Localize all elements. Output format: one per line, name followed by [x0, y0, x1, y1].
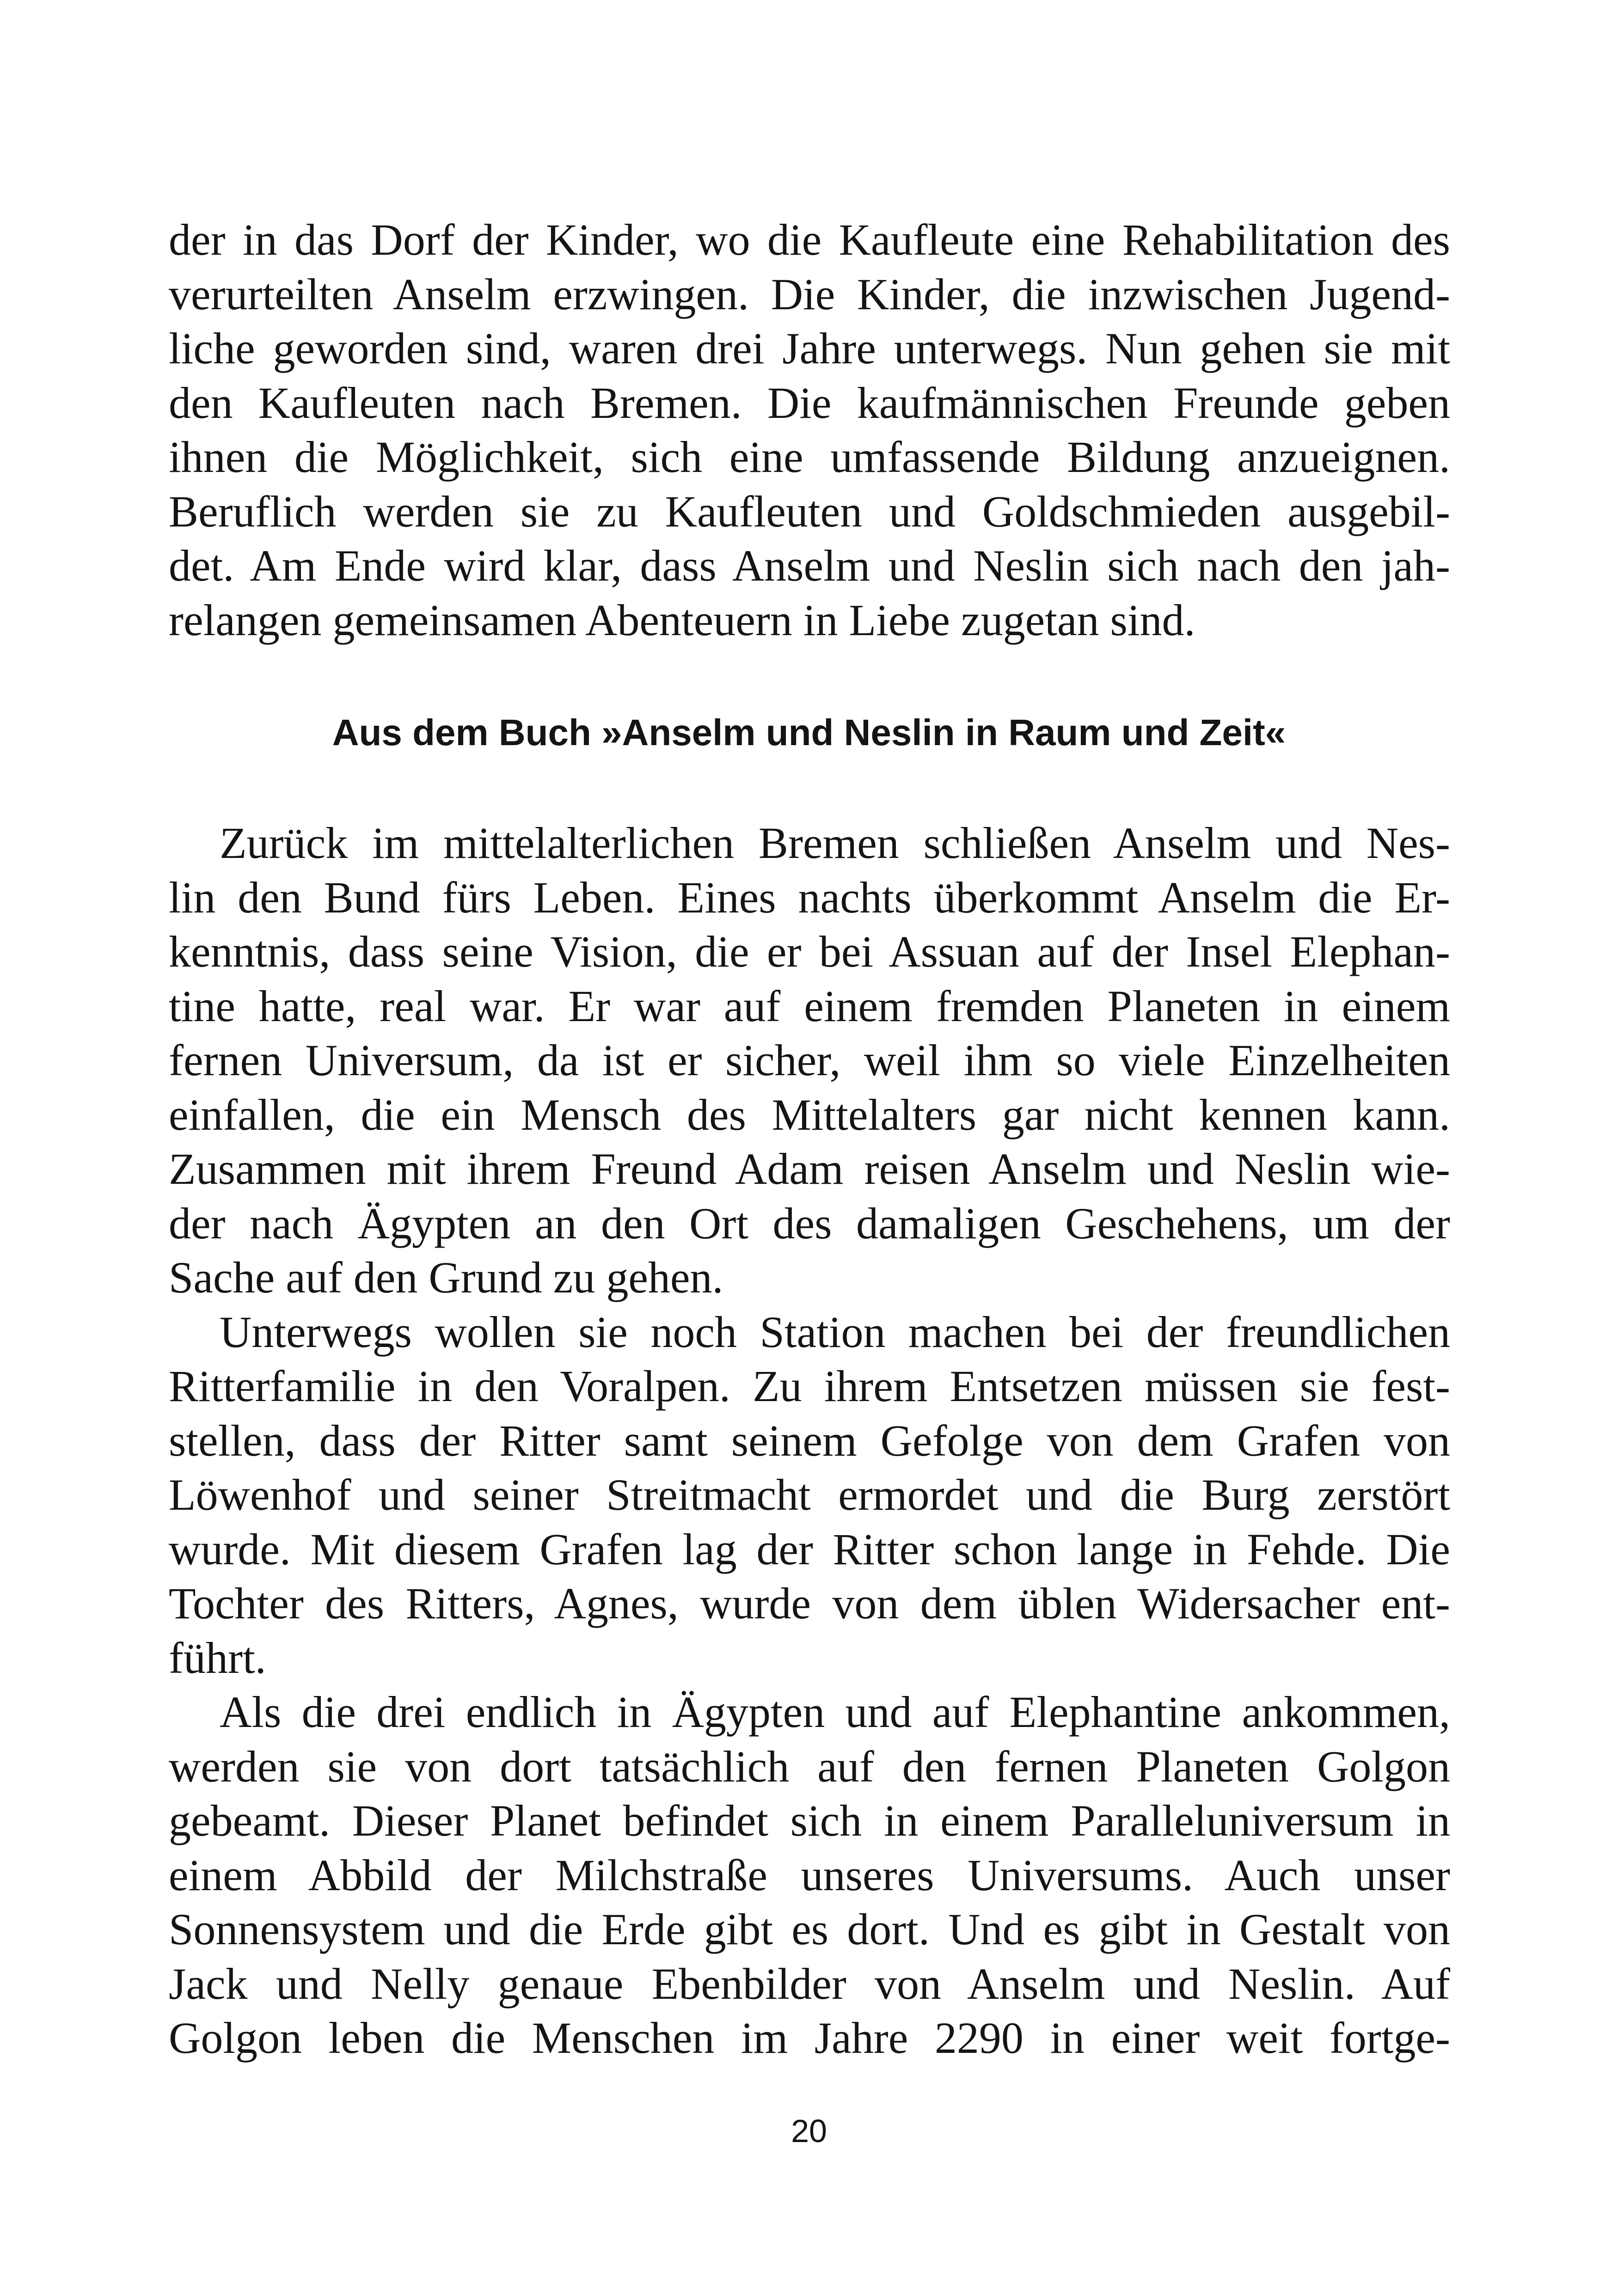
- text-line: der nach Ägypten an den Ort des damaligen Geschehens, um der: [169, 1198, 1450, 1248]
- text-line: det. Am Ende wird klar, dass Anselm und Neslin sich nach den jah-: [169, 541, 1450, 590]
- text-line: gebeamt. Dieser Planet befindet sich in einem Paralleluniversum in: [169, 1796, 1450, 1845]
- text-line: werden sie von dort tatsächlich auf den fernen Planeten Golgon: [169, 1741, 1450, 1791]
- text-line: Zusammen mit ihrem Freund Adam reisen Anselm und Neslin wie-: [169, 1144, 1450, 1194]
- text-line: einem Abbild der Milchstraße unseres Universums. Auch unser: [169, 1850, 1450, 1900]
- text-line: fernen Universum, da ist er sicher, weil ihm so viele Einzelheiten: [169, 1035, 1450, 1085]
- section-heading: Aus dem Buch »Anselm und Neslin in Raum und Zeit«: [332, 712, 1286, 753]
- text-line: Als die drei endlich in Ägypten und auf Elephantine ankommen,: [220, 1687, 1450, 1737]
- text-line: tine hatte, real war. Er war auf einem fremden Planeten in einem: [169, 981, 1450, 1031]
- text-line: den Kaufleuten nach Bremen. Die kaufmännischen Freunde geben: [169, 378, 1450, 428]
- text-line: der in das Dorf der Kinder, wo die Kaufleute eine Rehabilitation des: [169, 215, 1450, 264]
- text-line: ihnen die Möglichkeit, sich eine umfassende Bildung anzueignen.: [169, 432, 1450, 482]
- text-line: Zurück im mittelalterlichen Bremen schließen Anselm und Nes-: [220, 818, 1450, 868]
- text-line: Golgon leben die Menschen im Jahre 2290 in einer weit fortge-: [169, 2013, 1450, 2063]
- page-number: 20: [791, 2113, 827, 2149]
- text-line: Jack und Nelly genaue Ebenbilder von Anselm und Neslin. Auf: [169, 1959, 1450, 2008]
- continuation-paragraph: [169, 213, 1450, 647]
- text-line: stellen, dass der Ritter samt seinem Gefolge von dem Grafen von: [169, 1415, 1450, 1465]
- text-line: Beruflich werden sie zu Kaufleuten und Goldschmieden ausgebil-: [169, 486, 1450, 536]
- paragraph-3: [169, 1685, 1450, 2065]
- text-line: Tochter des Ritters, Agnes, wurde von dem üblen Widersacher ent-: [169, 1579, 1450, 1628]
- text-line: relangen gemeinsamen Abenteuern in Liebe zugetan sind.: [169, 595, 1195, 645]
- paragraph-2: [169, 1305, 1450, 1685]
- text-line: Löwenhof und seiner Streitmacht ermordet und die Burg zerstört: [169, 1470, 1450, 1519]
- text-line: lin den Bund fürs Leben. Eines nachts überkommt Anselm die Er-: [169, 872, 1450, 922]
- text-line: kenntnis, dass seine Vision, die er bei Assuan auf der Insel Elephan-: [169, 927, 1450, 976]
- section-body: [169, 816, 1450, 2065]
- text-line: wurde. Mit diesem Grafen lag der Ritter schon lange in Fehde. Die: [169, 1524, 1450, 1574]
- paragraph-1: [169, 816, 1450, 1305]
- text-line: Unterwegs wollen sie noch Station machen bei der freundlichen: [220, 1307, 1450, 1357]
- text-line: einfallen, die ein Mensch des Mittelalters gar nicht kennen kann.: [169, 1090, 1450, 1139]
- text-line: führt.: [169, 1633, 266, 1683]
- text-line: liche geworden sind, waren drei Jahre unterwegs. Nun gehen sie mit: [169, 324, 1450, 373]
- text-line: Sache auf den Grund zu gehen.: [169, 1253, 723, 1302]
- text-line: Ritterfamilie in den Voralpen. Zu ihrem Entsetzen müssen sie fest-: [169, 1361, 1450, 1411]
- text-line: Sonnensystem und die Erde gibt es dort. Und es gibt in Gestalt von: [169, 1904, 1450, 1954]
- text-line: verurteilten Anselm erzwingen. Die Kinder, die inzwischen Jugend-: [169, 269, 1450, 319]
